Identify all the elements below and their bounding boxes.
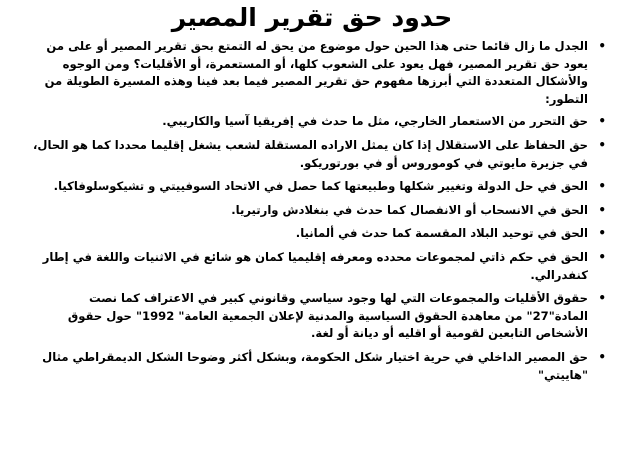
bullet-text: الحق في توحيد البلاد المقسمة كما حدث في ألمانيا. bbox=[295, 226, 588, 241]
bullet-dot-icon: • bbox=[598, 291, 606, 306]
bullet-text: الحق في الانسحاب أو الانفصال كما حدث في بنغلادش وارتيريا. bbox=[231, 202, 588, 217]
bullet-item-autonomy bbox=[24, 249, 610, 284]
bullet-dot-icon: • bbox=[598, 39, 606, 53]
bullet-item-unification bbox=[24, 225, 610, 243]
bullet-item-dissolution bbox=[24, 178, 610, 196]
bullet-item-liberation bbox=[24, 113, 610, 131]
bullet-text: حقوق الأقليات والمجموعات التي لها وجود سياسي وقانوني كبير في الاعتراف كما نصت المادة"27" من معاهدة الحقوق السياسية والمدنية لإعلان الجمعية العامة" 1992" حول حقوق الأشخاص التابعين لقومية أو اقليه أو ديانة أو لغة. bbox=[67, 291, 588, 341]
bullet-item-independence bbox=[24, 137, 610, 172]
bullet-dot-icon: • bbox=[598, 349, 606, 364]
bullet-list bbox=[24, 38, 610, 390]
bullet-text: الجدل ما زال قائما حتى هذا الحين حول موضوع من يحق له التمتع بحق تقرير المصير أو على من يعود حق تقرير المصير، فهل يعود على الشعوب كلها، أو المستعمرة، أو الأقليات؟ ومن الوجوه والأشكال المتعددة التي أبرزها مفهوم حق تقرير المصير فيما بعد فينا وهذه المسيرة الطويلة من التطور: bbox=[44, 39, 588, 106]
bullet-text: حق الحفاظ على الاستقلال إذا كان يمثل الاراده المستقلة لشعب يشغل إقليما محددا كما هو الحال، في جزيرة مايوتي في كوموروس أو في بورتوريكو. bbox=[33, 137, 588, 170]
bullet-dot-icon: • bbox=[598, 202, 606, 217]
bullet-dot-icon: • bbox=[598, 249, 606, 264]
bullet-text: حق المصير الداخلي في حرية اختيار شكل الحكومة، وبشكل أكثر وضوحا الشكل الديمقراطي مثال "هاييتي" bbox=[42, 349, 588, 382]
bullet-text: حق التحرر من الاستعمار الخارجي، مثل ما حدث في إفريقيا آسيا والكاريبي. bbox=[162, 114, 588, 129]
bullet-dot-icon: • bbox=[598, 226, 606, 241]
bullet-item-intro bbox=[24, 38, 610, 108]
bullet-dot-icon: • bbox=[598, 179, 606, 194]
bullet-text: الحق في حكم ذاتي لمجموعات محدده ومعرفه إقليميا كمان هو شائع في الاثنيات واللغة في إطار كنفدرالي. bbox=[42, 249, 588, 282]
bullet-dot-icon: • bbox=[598, 137, 606, 152]
bullet-dot-icon: • bbox=[598, 114, 606, 129]
bullet-item-minorities bbox=[24, 290, 610, 343]
bullet-text: الحق في حل الدولة وتغيير شكلها وطبيعتها كما حصل في الاتحاد السوفييتي و تشيكوسلوفاكيا. bbox=[53, 179, 588, 194]
slide-title: حدود حق تقرير المصير bbox=[171, 3, 453, 32]
bullet-item-internal-self-determination bbox=[24, 349, 610, 384]
bullet-item-secession bbox=[24, 202, 610, 220]
